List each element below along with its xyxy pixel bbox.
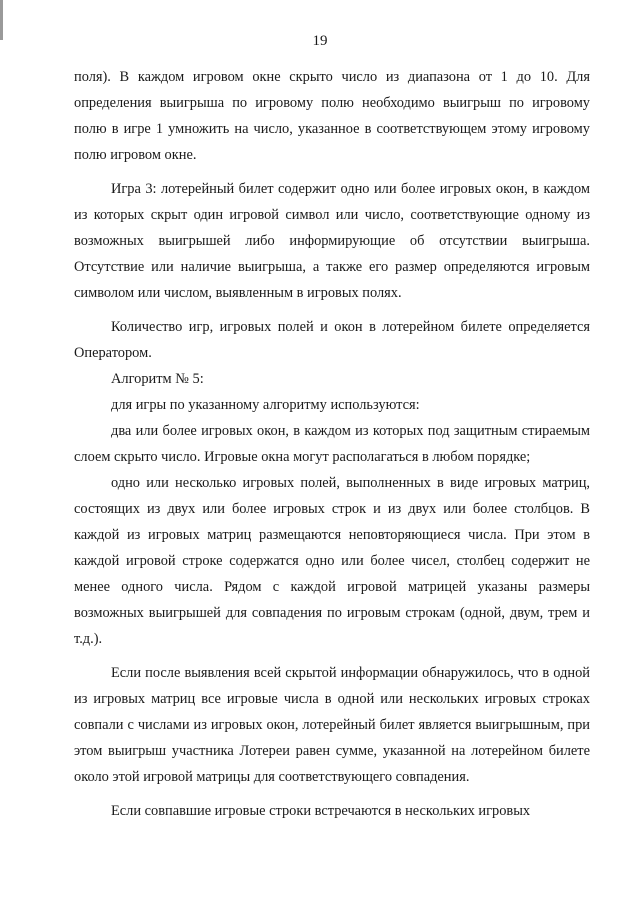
paragraph-operator: Количество игр, игровых полей и окон в лотерейном билете определяется Оператором. — [74, 319, 590, 361]
paragraph-game-3: Игра 3: лотерейный билет содержит одно или более игровых окон, в каждом из которых скрыт один игровой символ или число, соответствующие одному из возможных выигрышей либо информирующие об отсутствии выигрыша. Отсутствие или наличие выигрыша, а также его размер определяются игровым символом или числом, выявленным в игровых полях. — [74, 181, 590, 301]
paragraph-game-fields: одно или несколько игровых полей, выполненных в виде игровых матриц, состоящих из двух или более игровых строк и из двух или более столбцов. В каждой из игровых матриц размещаются неповторяющиеся числа. При этом в каждой игровой строке содержатся одно или более чисел, столбец содержит не менее одного числа. Рядом с каждой игровой матрицей указаны размеры возможных выигрышей для совпадения по игровым строкам (одной, двум, трем и т.д.). — [74, 475, 590, 647]
page-number: 19 — [312, 33, 328, 49]
paragraph-game-windows: два или более игровых окон, в каждом из которых под защитным стираемым слоем скрыто число. Игровые окна могут располагаться в любом порядке; — [74, 423, 590, 465]
paragraph-used-items: для игры по указанному алгоритму используются: — [111, 397, 420, 413]
body-text — [74, 64, 590, 824]
paragraph-multiple-matches: Если совпавшие игровые строки встречаются в нескольких игровых — [111, 803, 531, 819]
paragraph-continuation: поля). В каждом игровом окне скрыто число из диапазона от 1 до 10. Для определения выигрыша по игровому полю необходимо выигрыш по игровому полю в игре 1 умножить на число, указанное в соответствующем этому игровому полю игровом окне. — [74, 69, 590, 163]
heading-algorithm-5: Алгоритм № 5: — [111, 371, 204, 387]
paragraph-win-condition: Если после выявления всей скрытой информации обнаружилось, что в одной из игровых матриц все игровые числа в одной или нескольких игровых строках совпали с числами из игровых окон, лотерейный билет является выигрышным, при этом выигрыш участника Лотереи равен сумме, указанной на лотерейном билете около этой игровой матрицы для соответствующего совпадения. — [74, 665, 590, 785]
